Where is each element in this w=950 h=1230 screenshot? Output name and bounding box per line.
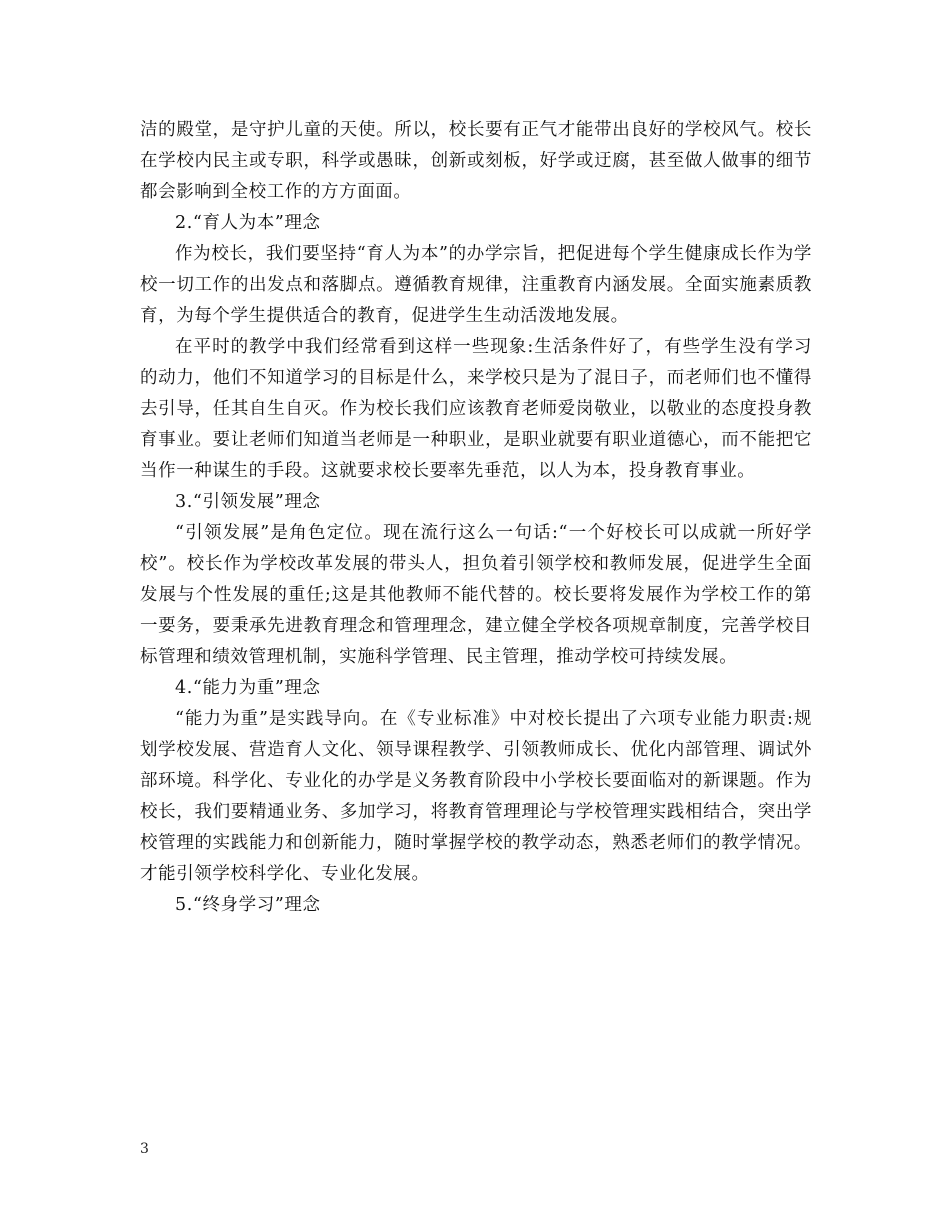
body-paragraph: 洁的殿堂，是守护儿童的天使。所以，校长要有正气才能带出良好的学校风气。校长在学校内民主或专职，科学或愚昧，创新或刻板，好学或迂腐，甚至做人做事的细节都会影响到全校工作的方方面面。 [140,120,812,202]
body-paragraph: 在平时的教学中我们经常看到这样一些现象:生活条件好了，有些学生没有学习的动力，他们不知道学习的目标是什么，来学校只是为了混日子，而老师们也不懂得去引导，任其自生自灭。作为校长我们应该教育老师爱岗敬业，以敬业的态度投身教育事业。要让老师们知道当老师是一种职业，是职业就要有职业道德心，而不能把它当作一种谋生的手段。这就要求校长要率先垂范，以人为本，投身教育事业。 [140,337,812,481]
body-paragraph: 作为校长，我们要坚持“育人为本”的办学宗旨，把促进每个学生健康成长作为学校一切工作的出发点和落脚点。遵循教育规律，注重教育内涵发展。全面实施素质教育，为每个学生提供适合的教育，促进学生生动活泼地发展。 [140,244,812,326]
section-heading: 5.“终身学习”理念 [175,895,321,915]
section-heading: 2.“育人为本”理念 [175,213,321,233]
section-heading: 3.“引领发展”理念 [175,492,321,512]
document-body [140,115,812,921]
body-paragraph: “能力为重”是实践导向。在《专业标准》中对校长提出了六项专业能力职责:规划学校发展、营造育人文化、领导课程教学、引领教师成长、优化内部管理、调试外部环境。科学化、专业化的办学是义务教育阶段中小学校长要面临对的新课题。作为校长，我们要精通业务、多加学习，将教育管理理论与学校管理实践相结合，突出学校管理的实践能力和创新能力，随时掌握学校的教学动态，熟悉老师们的教学情况。才能引领学校科学化、专业化发展。 [140,709,812,884]
section-heading: 4.“能力为重”理念 [175,678,321,698]
body-paragraph: “引领发展”是角色定位。现在流行这么一句话:“一个好校长可以成就一所好学校”。校长作为学校改革发展的带头人，担负着引领学校和教师发展，促进学生全面发展与个性发展的重任;这是其他教师不能代替的。校长要将发展作为学校工作的第一要务，要秉承先进教育理念和管理理念，建立健全学校各项规章制度，完善学校目标管理和绩效管理机制，实施科学管理、民主管理，推动学校可持续发展。 [140,523,812,667]
page-number: 3 [140,1141,149,1157]
